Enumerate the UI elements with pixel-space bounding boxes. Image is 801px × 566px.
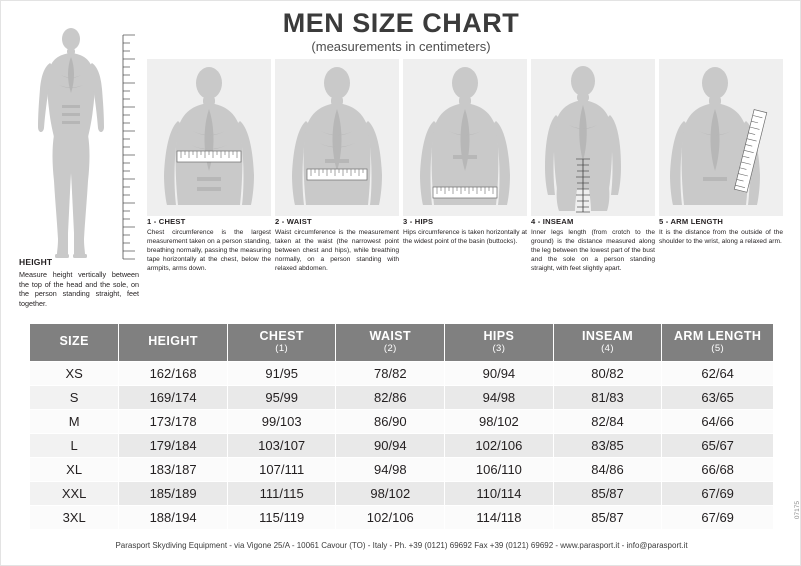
caption-inseam-text: Inner legs length (from crotch to the ground) is the distance measured along the leg between the lowest part of the bust and the sole on a person standing straight, with feet slightly apart.	[531, 229, 655, 273]
figure-chest	[147, 59, 271, 216]
cell-inseam: 85/87	[553, 482, 662, 506]
page-title: MEN SIZE CHART	[282, 8, 520, 38]
caption-arm-length	[659, 217, 783, 273]
col-inseam: INSEAM (4)	[553, 324, 662, 362]
tape-measure-hips	[433, 187, 497, 198]
cell-arm: 64/66	[662, 410, 774, 434]
cell-arm: 65/67	[662, 434, 774, 458]
caption-chest	[147, 217, 271, 273]
cell-hips: 110/114	[445, 482, 554, 506]
caption-waist	[275, 217, 399, 273]
col-waist: WAIST (2)	[336, 324, 445, 362]
table-row	[30, 410, 774, 434]
cell-inseam: 83/85	[553, 434, 662, 458]
tape-measure-waist	[307, 169, 367, 180]
table-row	[30, 386, 774, 410]
cell-waist: 90/94	[336, 434, 445, 458]
cell-size: XXL	[30, 482, 119, 506]
cell-hips: 94/98	[445, 386, 554, 410]
cell-inseam: 82/84	[553, 410, 662, 434]
caption-arm-heading: 5 - ARM LENGTH	[659, 217, 724, 226]
cell-waist: 102/106	[336, 506, 445, 530]
cell-height: 179/184	[119, 434, 228, 458]
height-ruler	[123, 35, 135, 259]
footer-text: Parasport Skydiving Equipment - via Vigone 25/A - 10061 Cavour (TO) - Italy - Ph. +39 (0121) 69692 Fax +39 (0121) 69692 - www.parasport.it - info@parasport.it	[115, 541, 688, 550]
page-title-block	[151, 9, 651, 54]
figure-hips	[403, 59, 527, 216]
cell-size: 3XL	[30, 506, 119, 530]
cell-inseam: 81/83	[553, 386, 662, 410]
cell-chest: 115/119	[227, 506, 336, 530]
height-note	[19, 257, 139, 309]
cell-size: XL	[30, 458, 119, 482]
cell-chest: 103/107	[227, 434, 336, 458]
caption-waist-heading: 2 - WAIST	[275, 217, 312, 226]
col-chest: CHEST (1)	[227, 324, 336, 362]
cell-height: 173/178	[119, 410, 228, 434]
cell-inseam: 84/86	[553, 458, 662, 482]
figure-waist	[275, 59, 399, 216]
height-note-text: Measure height vertically between the top of the head and the sole, on the person standing straight, feet together.	[19, 270, 139, 309]
cell-chest: 99/103	[227, 410, 336, 434]
caption-waist-text: Waist circumference is the measurement taken at the waist (the narrowest point between chest and hips), while breathing normally, on a person standing with relaxed abdomen.	[275, 229, 399, 273]
full-body-figure	[19, 23, 139, 263]
table-row	[30, 434, 774, 458]
cell-waist: 86/90	[336, 410, 445, 434]
cell-hips: 98/102	[445, 410, 554, 434]
col-size: SIZE	[30, 324, 119, 362]
figure-arm-length	[659, 59, 783, 216]
cell-arm: 62/64	[662, 362, 774, 386]
cell-height: 169/174	[119, 386, 228, 410]
caption-arm-text: It is the distance from the outside of the shoulder to the wrist, along a relaxed arm.	[659, 229, 783, 246]
cell-size: M	[30, 410, 119, 434]
measurement-figures	[147, 59, 787, 219]
cell-chest: 91/95	[227, 362, 336, 386]
caption-inseam-heading: 4 - INSEAM	[531, 217, 574, 226]
table-row	[30, 458, 774, 482]
size-table	[29, 323, 774, 530]
caption-hips	[403, 217, 527, 273]
cell-waist: 98/102	[336, 482, 445, 506]
cell-arm: 67/69	[662, 506, 774, 530]
cell-inseam: 85/87	[553, 506, 662, 530]
cell-chest: 107/111	[227, 458, 336, 482]
cell-size: XS	[30, 362, 119, 386]
cell-waist: 82/86	[336, 386, 445, 410]
caption-inseam	[531, 217, 655, 273]
cell-hips: 102/106	[445, 434, 554, 458]
col-hips: HIPS (3)	[445, 324, 554, 362]
cell-hips: 106/110	[445, 458, 554, 482]
cell-chest: 111/115	[227, 482, 336, 506]
cell-height: 185/189	[119, 482, 228, 506]
cell-size: S	[30, 386, 119, 410]
caption-chest-heading: 1 - CHEST	[147, 217, 186, 226]
cell-height: 162/168	[119, 362, 228, 386]
caption-hips-heading: 3 - HIPS	[403, 217, 434, 226]
col-height: HEIGHT	[119, 324, 228, 362]
cell-inseam: 80/82	[553, 362, 662, 386]
table-row	[30, 506, 774, 530]
document-code: 07175	[794, 501, 801, 520]
table-row	[30, 362, 774, 386]
cell-waist: 94/98	[336, 458, 445, 482]
page-subtitle: (measurements in centimeters)	[311, 39, 491, 55]
table-row	[30, 482, 774, 506]
cell-waist: 78/82	[336, 362, 445, 386]
tape-measure-chest	[177, 151, 241, 162]
cell-size: L	[30, 434, 119, 458]
figure-inseam	[531, 59, 655, 216]
table-header-row	[30, 324, 774, 362]
cell-arm: 66/68	[662, 458, 774, 482]
measurement-captions	[147, 217, 787, 273]
cell-arm: 67/69	[662, 482, 774, 506]
height-note-label: HEIGHT	[19, 257, 53, 267]
cell-hips: 90/94	[445, 362, 554, 386]
cell-arm: 63/65	[662, 386, 774, 410]
caption-hips-text: Hips circumference is taken horizontally at the widest point of the basin (buttocks).	[403, 229, 527, 246]
cell-height: 188/194	[119, 506, 228, 530]
cell-hips: 114/118	[445, 506, 554, 530]
col-arm-length: ARM LENGTH (5)	[662, 324, 774, 362]
cell-height: 183/187	[119, 458, 228, 482]
caption-chest-text: Chest circumference is the largest measurement taken on a person standing, breathing normally, passing the measuring tape horizontally at the chest, below the armpits, arms down.	[147, 229, 271, 273]
cell-chest: 95/99	[227, 386, 336, 410]
